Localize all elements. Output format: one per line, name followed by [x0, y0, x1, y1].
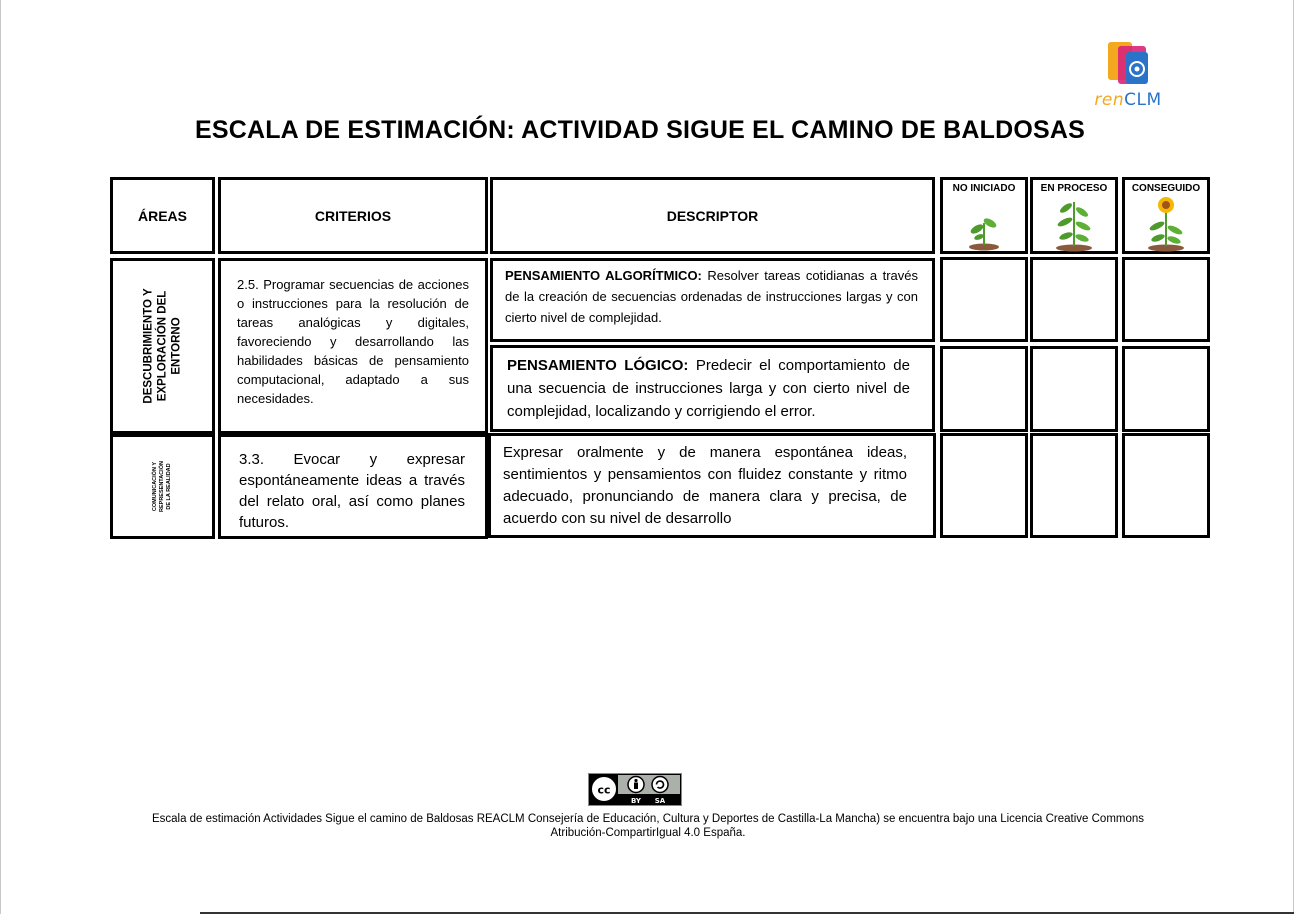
- area-comunicacion-label: COMUNICACIÓN Y REPRESENTACIÓN DE LA REALIDAD: [152, 461, 172, 512]
- svg-text:BY: BY: [630, 797, 642, 805]
- creative-commons-badge[interactable]: [588, 773, 682, 806]
- area-descubrimiento-label: DESCUBRIMIENTO Y EXPLORACIÓN DEL ENTORNO: [142, 288, 183, 404]
- criterio-3-3: [218, 434, 488, 539]
- status-cell-conseguido[interactable]: [1122, 433, 1210, 538]
- reaclm-logo-text: renCLM: [1094, 90, 1162, 110]
- descriptor-pensamiento-logico: [490, 345, 935, 432]
- sunflower-icon: [1144, 196, 1188, 252]
- sprout-icon: [964, 207, 1004, 251]
- header-criterios-label: CRITERIOS: [314, 207, 392, 224]
- header-no-iniciado: [940, 177, 1028, 254]
- header-en-proceso: [1030, 177, 1118, 254]
- descriptor-label: PENSAMIENTO LÓGICO:: [507, 357, 689, 374]
- status-cell-en-proceso[interactable]: [1030, 346, 1118, 432]
- criterio-2-5: [218, 258, 488, 434]
- header-no-iniciado-label: NO INICIADO: [952, 183, 1016, 194]
- status-cell-conseguido[interactable]: [1122, 346, 1210, 432]
- header-areas: [110, 177, 215, 254]
- reaclm-logo: [1078, 38, 1178, 114]
- descriptor-pensamiento-algoritmico: [490, 258, 935, 342]
- status-cell-en-proceso[interactable]: [1030, 257, 1118, 342]
- criterio-2-5-text: 2.5. Programar secuencias de acciones o instrucciones para la resolución de tareas analógicas y digitales, favoreciendo y desarrollando las habilidades básicas de pensamiento computacional, adaptado a sus necesidades.: [237, 277, 469, 406]
- page-title: ESCALA DE ESTIMACIÓN: ACTIVIDAD SIGUE EL CAMINO DE BALDOSAS: [194, 116, 1086, 144]
- header-descriptor: [490, 177, 935, 254]
- header-conseguido: [1122, 177, 1210, 254]
- descriptor-expresion-oral: [488, 433, 936, 538]
- license-line-1: Escala de estimación Actividades Sigue el camino de Baldosas REACLM Consejería de Educación, Cultura y Deportes de Castilla-La Mancha) se encuentra bajo una Licencia Creative Commons: [151, 813, 1145, 825]
- descriptor-text: Resolver tareas cotidianas a través de la creación de secuencias ordenadas de instrucciones largas y con cierto nivel de complejidad.: [505, 268, 918, 325]
- svg-text:SA: SA: [654, 797, 666, 805]
- descriptor-text: Predecir el comportamiento de una secuencia de instrucciones larga y con cierto nivel de complejidad, localizando y corrigiendo el error.: [507, 357, 910, 420]
- status-cell-no-iniciado[interactable]: [940, 346, 1028, 432]
- header-descriptor-label: DESCRIPTOR: [666, 207, 759, 224]
- license-line-2: Atribución-CompartirIgual 4.0 España.: [550, 827, 746, 839]
- header-areas-label: ÁREAS: [137, 207, 187, 224]
- descriptor-label: PENSAMIENTO ALGORÍTMICO:: [505, 268, 702, 283]
- license-text: [108, 812, 1188, 840]
- header-criterios: [218, 177, 488, 254]
- criterio-3-3-text: 3.3. Evocar y expresar espontáneamente ideas a través del relato oral, así como planes futuros.: [239, 451, 465, 531]
- svg-text:cc: cc: [597, 783, 611, 797]
- status-cell-en-proceso[interactable]: [1030, 433, 1118, 538]
- cc-by-sa-icon: [588, 773, 682, 806]
- header-en-proceso-label: EN PROCESO: [1040, 183, 1108, 194]
- descriptor-text: Expresar oralmente y de manera espontánea ideas, sentimientos y pensamientos con fluidez constante y ritmo adecuado, pronunciando de manera clara y precisa, de acuerdo con su nivel de desarrollo: [503, 444, 907, 527]
- status-cell-no-iniciado[interactable]: [940, 257, 1028, 342]
- area-comunicacion: [110, 434, 215, 539]
- status-cell-no-iniciado[interactable]: [940, 433, 1028, 538]
- status-cell-conseguido[interactable]: [1122, 257, 1210, 342]
- header-conseguido-label: CONSEGUIDO: [1131, 183, 1201, 194]
- growing-plant-icon: [1052, 196, 1096, 252]
- area-descubrimiento: [110, 258, 215, 434]
- reaclm-logo-icon: [1078, 38, 1178, 90]
